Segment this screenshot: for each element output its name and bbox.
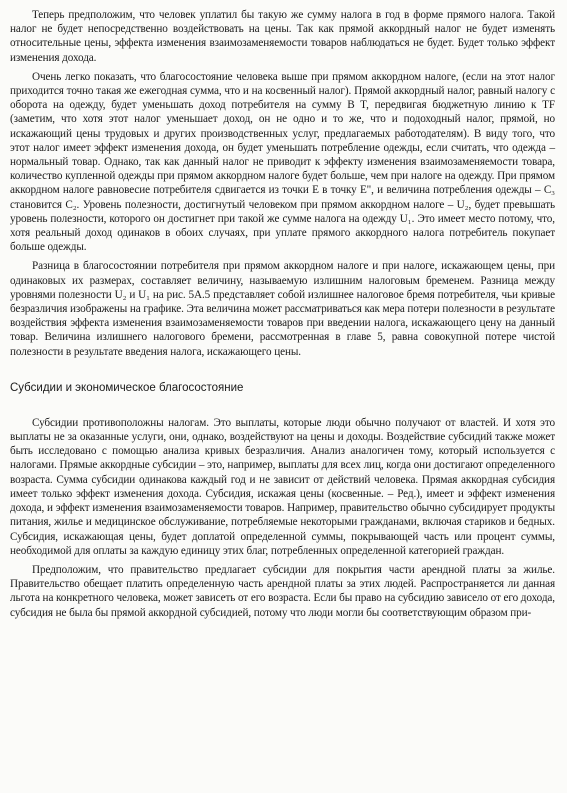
- paragraph-excess-burden: Разница в благосостоянии потребителя при прямом аккордном налоге и при налоге, искажающем цены, при одинаковых их размерах, составляет величину, называемую излишним налоговым бременем. Разница между уровнями полезности U₂ и U₁ на рис. 5A.5 представляет собой излишнее налоговое бремя потребителя, чьи кривые безразличия изображены на графике. Эта величина может рассматриваться как мера потери полезности в результате воздействия эффекта изменения взаимозаменяемости товаров при введении налога, искажающего цену на данный товар. Величина излишнего налогового бремени, рассмотренная в главе 5, равна совокупной потере чистой полезности в результате введения налога, искажающего цены.: [10, 260, 555, 358]
- paragraph-subsidies-intro: Субсидии противоположны налогам. Это выплаты, которые люди обычно получают от властей. И хотя это выплаты не за оказанные услуги, они, однако, воздействуют на цены и доходы. Воздействие субсидий также может быть исследовано с помощью анализа кривых безразличия. Анализ аналогичен тому, который используется с налогами. Прямые аккордные субсидии – это, например, выплаты для всех лиц, когда они достигают определенного возраста. Сумма субсидии одинакова каждый год и не зависит от действий человека. Прямая аккордная субсидия имеет только эффект изменения дохода. Субсидия, искажая цены (косвенные. – Ред.), имеет и эффект изменения дохода, и эффект изменения взаимозаменяемости товаров. Например, правительство обычно субсидирует продукты питания, жилье и медицинское обслуживание, потребляемые некоторыми гражданами, включая стариков и бедных. Субсидия, искажающая цены, будет доплатой определенной суммы, покрывающей часть или процент суммы, необходимой для оплаты за каждую единицу этих благ, потребленных определенной категорией граждан.: [10, 416, 555, 557]
- paragraph-direct-tax: Теперь предположим, что человек уплатил бы такую же сумму налога в год в форме прямого налога. Такой налог не будет непосредственно воздействовать на цены. Так как прямой аккордный налог не будет изменять относительные цены, эффекта изменения взаимозаменяемости товаров наблюдаться не будет. Будет только эффект изменения дохода.: [10, 9, 555, 64]
- section-heading: Субсидии и экономическое благосостояние: [10, 381, 244, 394]
- paragraph-rent-subsidy: Предположим, что правительство предлагает субсидии для покрытия части арендной платы за жилье. Правительство обещает платить определенную часть арендной платы за этих людей. Распространяется ли данная льгота на конкретного человека, может зависеть от его возраста. Если бы право на субсидию зависело от его дохода, субсидия не была бы прямой аккордной субсидией, потому что люди могли бы соответствующим образом при-: [10, 563, 555, 619]
- paragraph-welfare-comparison: Очень легко показать, что благосостояние человека выше при прямом аккордном налоге, (если на этот налог приходится точно такая же ежегодная сумма, что и на косвенный налог). Прямой аккордный налог, равный налогу с оборота на одежду, будет уменьшать доход потребителя на сумму B T, передвигая бюджетную линию к TF (заметим, что хотя этот налог уменьшает доход, он не одно и то же, что и подоходный налог, прямой, но искажающий цены трудовых и других производственных услуг, предлагаемых работодателям). В виду того, что этот налог имеет эффект изменения дохода, он будет уменьшать потребление одежды, если считать, что одежда – нормальный товар. Однако, так как данный налог не приводит к эффекту изменения взаимозаменяемости товара, количество купленной одежды при прямом аккордном налоге будет больше, чем при налоге на одежду. При прямом аккордном налоге равновесие потребителя сдвигается из точки E в точку E", и величина потребления одежды – C₃ становится C₂. Уровень полезности, достигнутый человеком при прямом аккордном налоге – U₂, будет превышать уровень полезности, которого он достигнет при такой же сумме налога на одежду U₁. Это имеет место потому, что, хотя реальный доход одинаков в обоих случаях, при уплате прямого аккордного налога потребитель покупает больше одежды.: [10, 70, 555, 254]
